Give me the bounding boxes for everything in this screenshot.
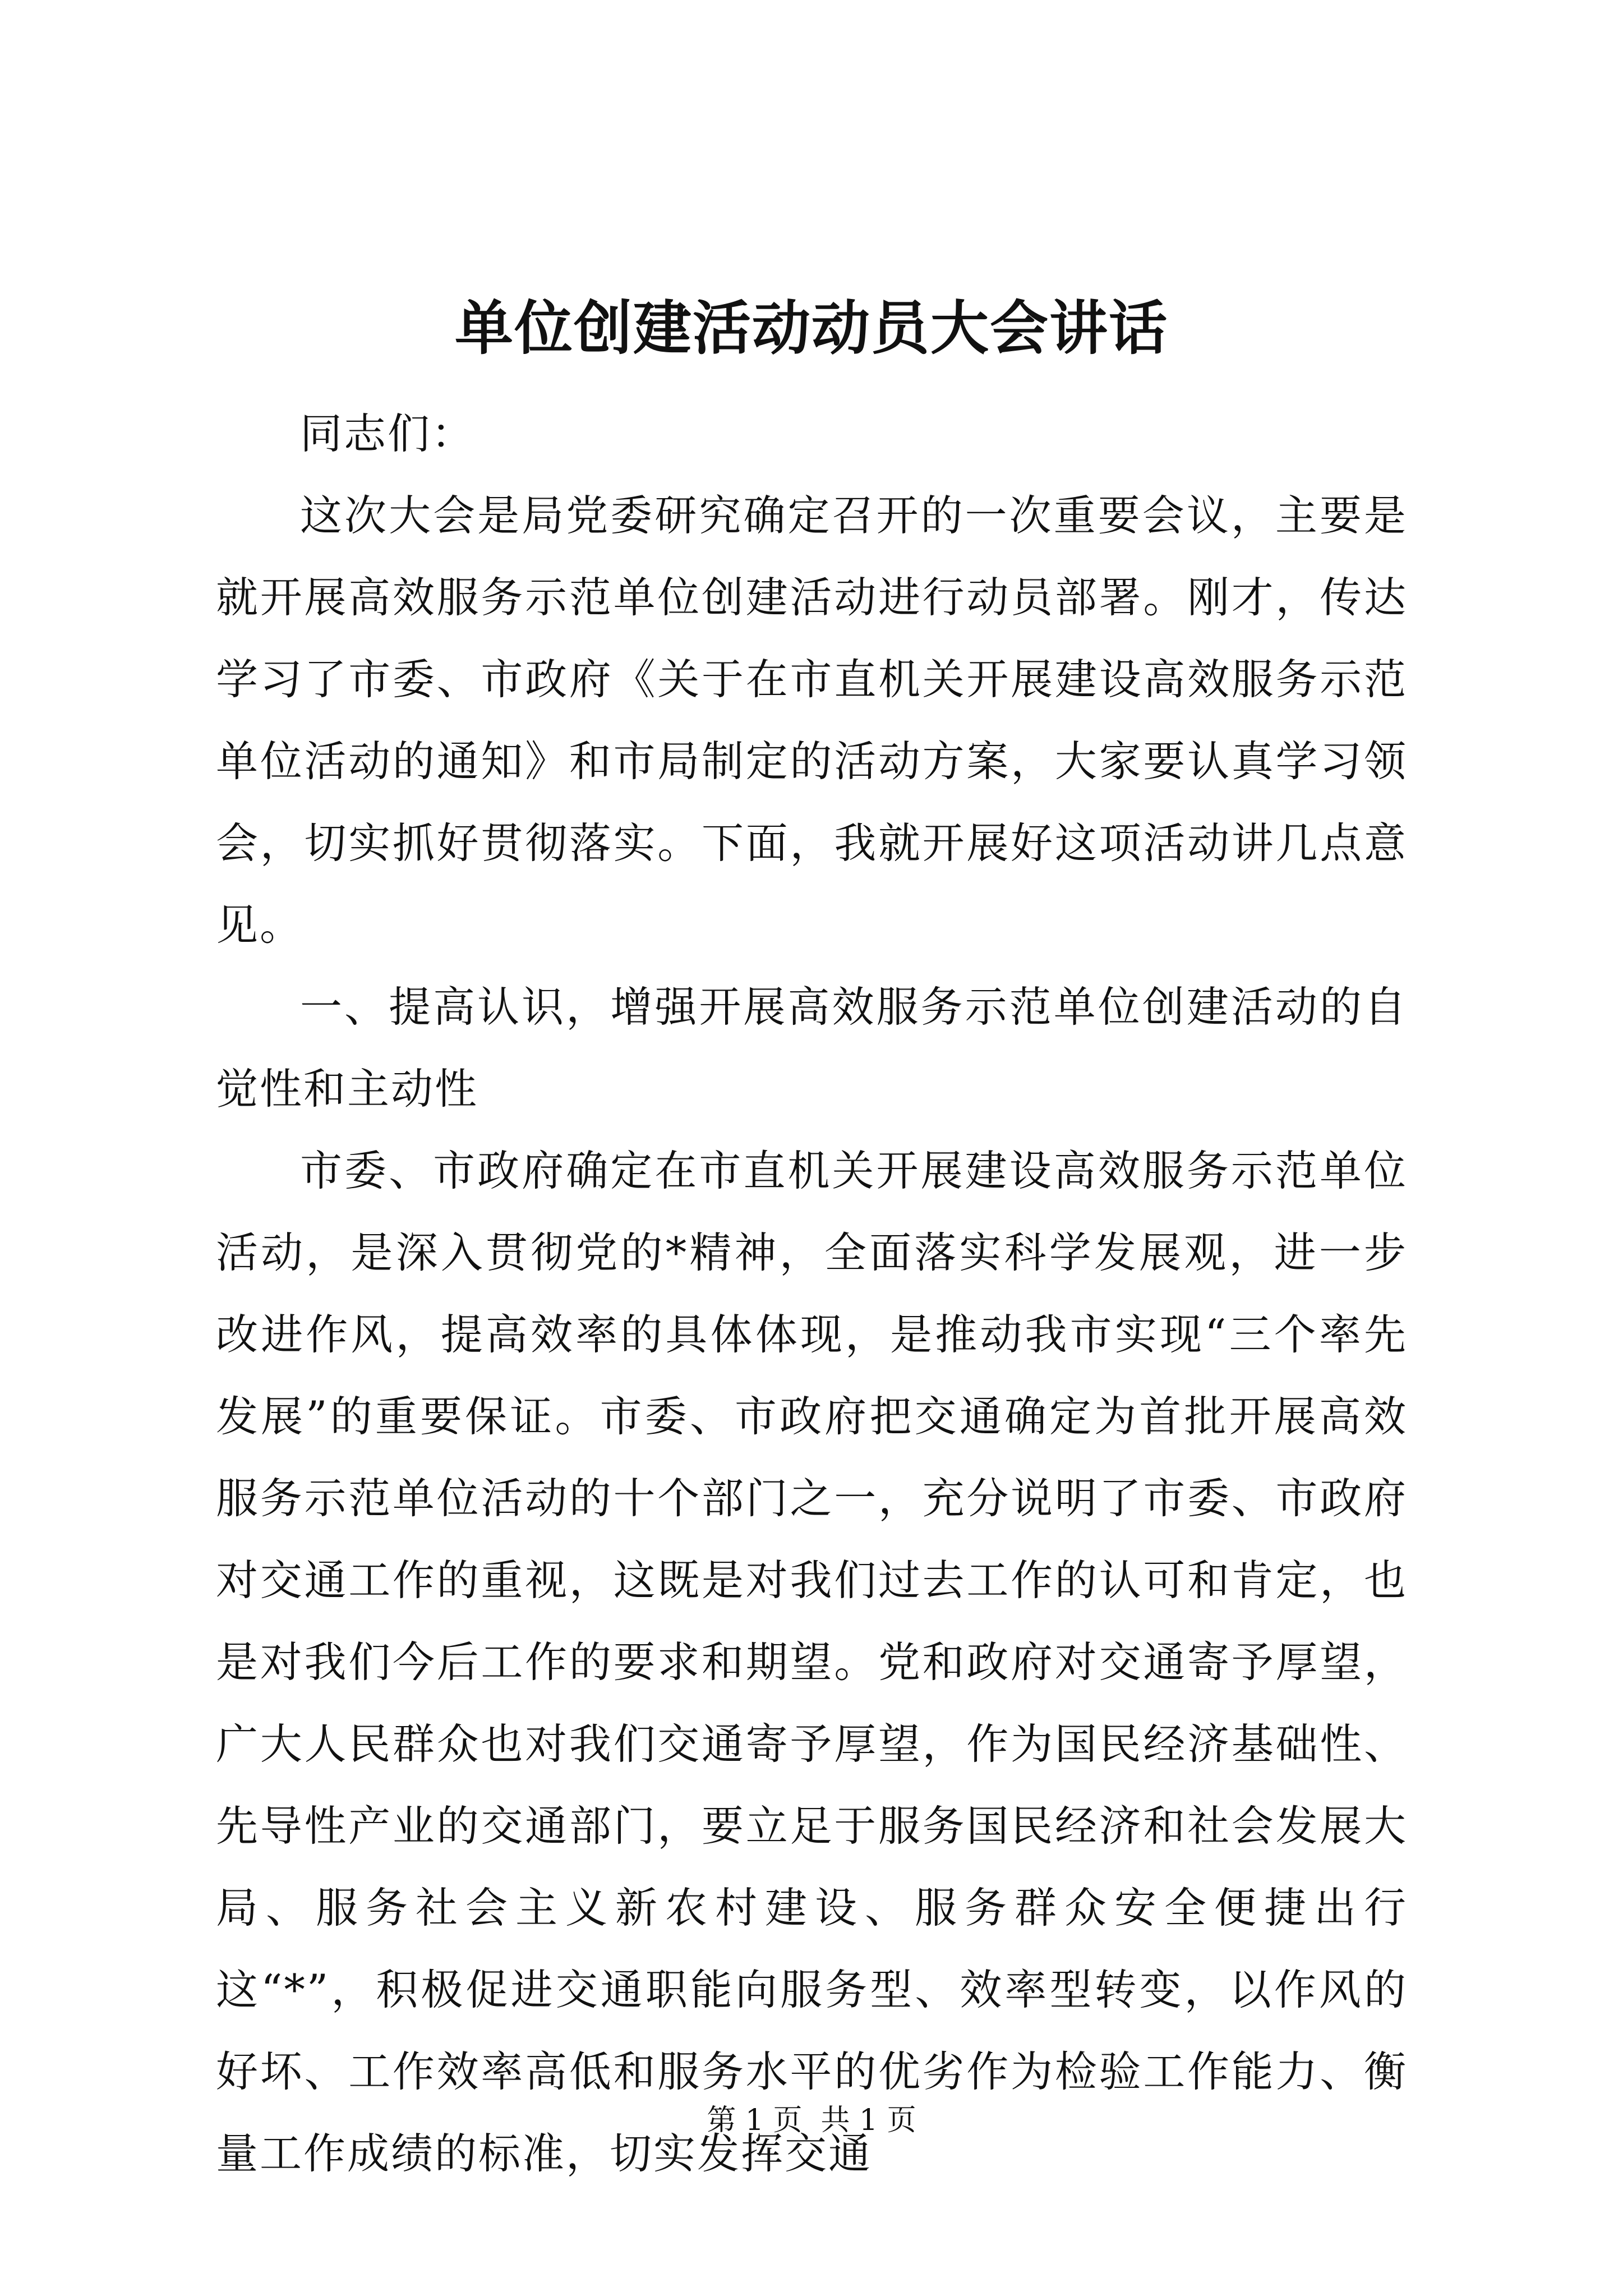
document-title: 单位创建活动动员大会讲话 [454, 293, 1168, 362]
salutation-paragraph: 同志们： [300, 409, 476, 458]
page-footer [0, 2101, 1623, 2140]
section-heading-1: 一、提高认识，增强开展高效服务示范单位创建活动的自觉性和主动性 [216, 982, 1408, 1114]
section-1-paragraph: 市委、市政府确定在市直机关开展建设高效服务示范单位活动，是深入贯彻党的*精神，全面落实科学发展观，进一步改进作风，提高效率的具体体现，是推动我市实现“三个率先发展”的重要保证。市委、市政府把交通确定为首批开展高效服务示范单位活动的十个部门之一，充分说明了市委、市政府对交通工作的重视，这既是对我们过去工作的认可和肯定，也是对我们今后工作的要求和期望。党和政府对交通寄予厚望，广大人民群众也对我们交通寄予厚望，作为国民经济基础性、先导性产业的交通部门，要立足于服务国民经济和社会发展大局、服务社会主义新农村建设、服务群众安全便捷出行这“*”，积极促进交通职能向服务型、效率型转变，以作风的好坏、工作效率高低和服务水平的优劣作为检验工作能力、衡量工作成绩的标准，切实发挥交通 [216, 1146, 1408, 2178]
document-body [216, 393, 1408, 2194]
intro-paragraph: 这次大会是局党委研究确定召开的一次重要会议，主要是就开展高效服务示范单位创建活动进行动员部署。刚才，传达学习了市委、市政府《关于在市直机关开展建设高效服务示范单位活动的通知》和市局制定的活动方案，大家要认真学习领会，切实抓好贯彻落实。下面，我就开展好这项活动讲几点意见。 [216, 491, 1408, 950]
page-number-label: 第 1 页 共 1 页 [707, 2104, 916, 2137]
